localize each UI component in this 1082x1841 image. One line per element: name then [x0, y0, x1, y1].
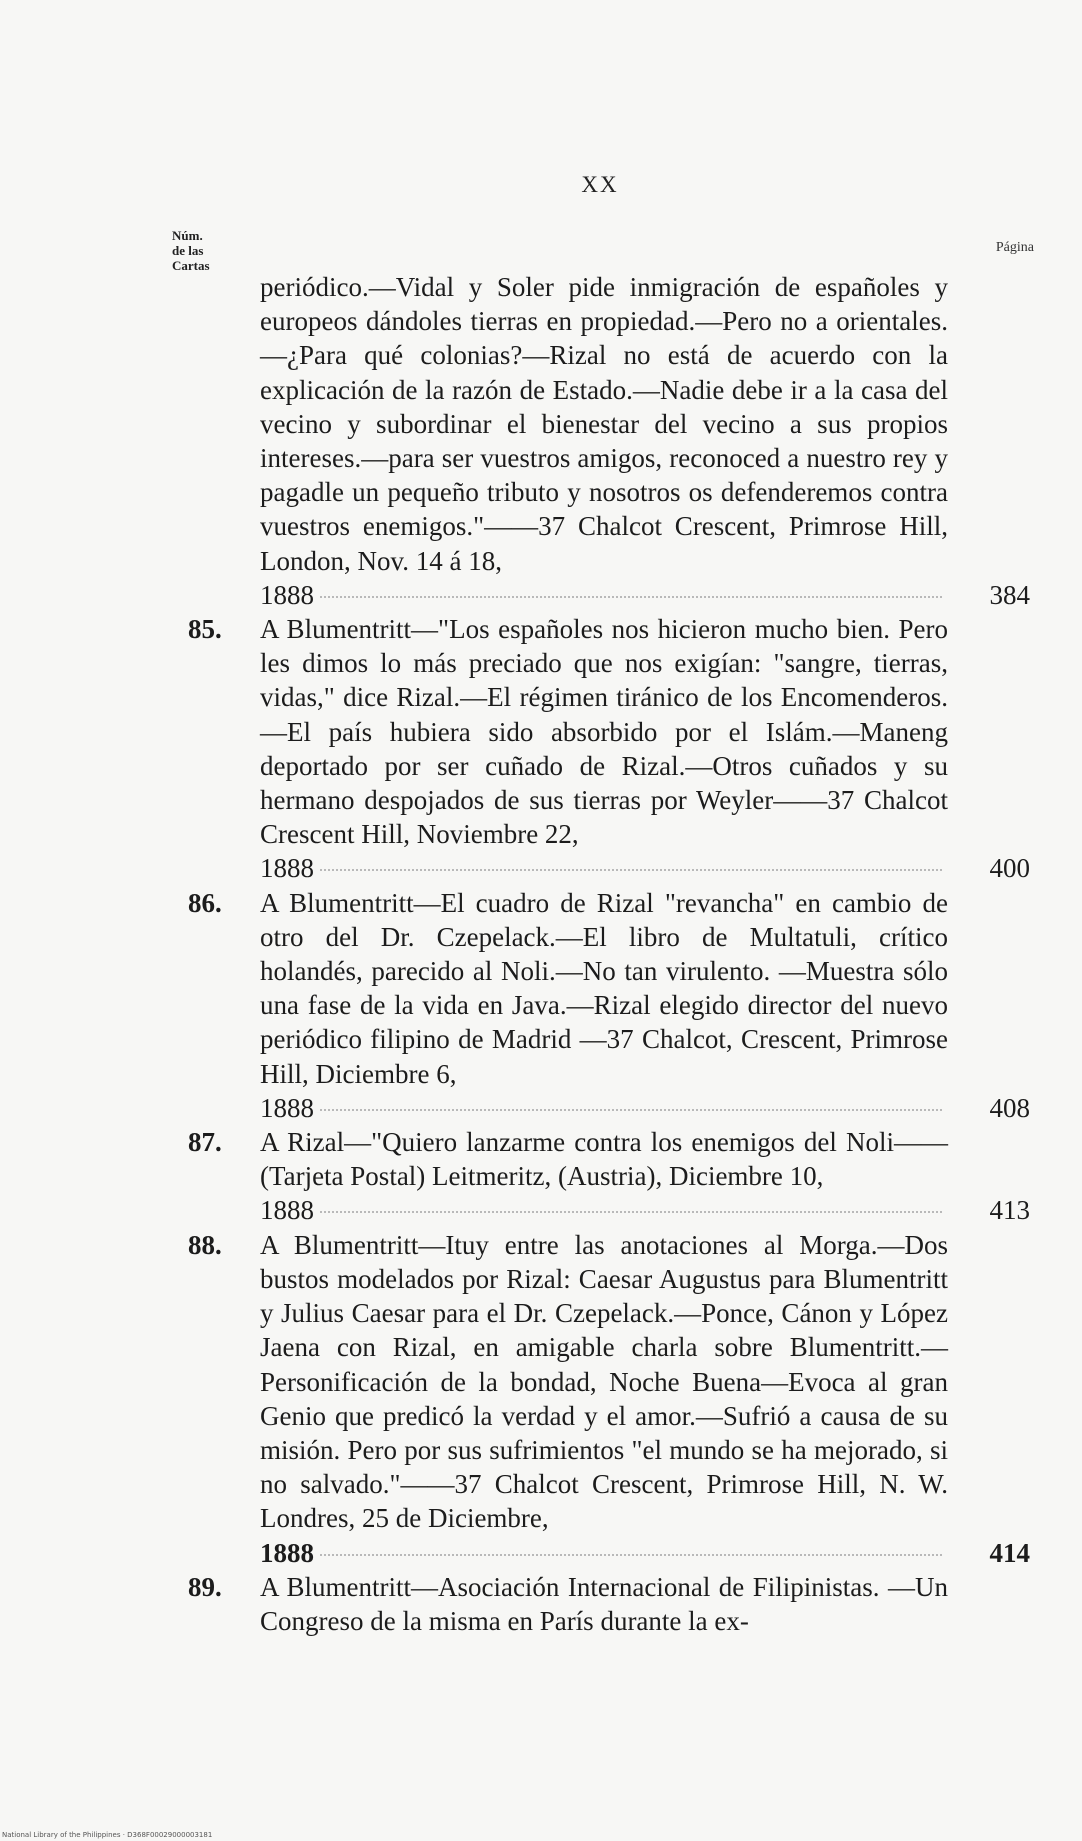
entry-page-number: 400: [989, 853, 1030, 884]
toc-entry: [188, 1228, 1030, 1570]
entry-number: 89.: [188, 1571, 222, 1602]
entry-page-number: 414: [989, 1537, 1030, 1568]
entry-page-number: 384: [989, 579, 1030, 610]
toc-entry: [188, 886, 1030, 1125]
entry-text: A Blumentritt—Asociación Internacional de Filipinistas. —Un Congreso de la misma en París durante la ex-: [260, 1571, 948, 1636]
dot-leader: [320, 869, 942, 871]
entry-page-number: 408: [989, 1092, 1030, 1123]
entry-text: A Blumentritt—Ituy entre las anotaciones al Morga.—Dos bustos modelados por Rizal: Caesar Augustus para Blumentritt y Julius Caesar para el Dr. Czepelack.—Ponce, Cánon y López Jaena con Rizal, en amigable charla sobre Blumentritt.—Personificación de la bondad, Noche Buena—Evoca al gran Genio que predicó la verdad y el amor.—Sufrió a causa de su misión. Pero por sus sufrimientos "el mundo se ha mejorado, si no salvado."——37 Chalcot Crescent, Primrose Hill, N. W. Londres, 25 de Diciembre,: [260, 1229, 948, 1534]
toc-entry: [188, 1570, 1030, 1638]
entry-text: A Blumentritt—"Los españoles nos hicieron mucho bien. Pero les dimos lo más preciado que nos exigían: "sangre, tierras, vidas," dice Rizal.—El régimen tiránico de los Encomenderos.—El país hubiera sido absorbido por el Islám.—Maneng deportado por ser cuñado de Rizal.—Otros cuñados y su hermano despojados de sus tierras por Weyler——37 Chalcot Crescent Hill, Noviembre 22,: [260, 614, 948, 850]
entry-last-line: [260, 1193, 948, 1227]
dot-leader: [320, 1211, 942, 1213]
dot-leader: [320, 1554, 942, 1556]
toc-entry: [188, 270, 1030, 612]
header-line-2: de las: [172, 243, 204, 258]
entry-year: 1888: [260, 1537, 314, 1568]
library-footer: National Library of the Philippines · D368F00029000003181: [2, 1831, 213, 1839]
header-line-3: Cartas: [172, 258, 210, 273]
column-header-letter-number: [172, 228, 210, 273]
entry-year: 1888: [260, 1092, 314, 1123]
entry-text: periódico.—Vidal y Soler pide inmigración de españoles y europeos dándoles tierras en propiedad.—Pero no a orientales.—¿Para qué colonias?—Rizal no está de acuerdo con la explicación de la razón de Estado.—Nadie debe ir a la casa del vecino y subordinar el bienestar del vecino a sus propios intereses.—para ser vuestros amigos, reconoced a nuestro rey y pagadle un pequeño tributo y nosotros os defenderemos contra vuestros enemigos."——37 Chalcot Crescent, Primrose Hill, London, Nov. 14 á 18,: [260, 272, 948, 576]
dot-leader: [320, 596, 942, 598]
entry-number: 85.: [188, 614, 222, 645]
toc-entry: [188, 612, 1030, 886]
entry-number: 86.: [188, 887, 222, 918]
dot-leader: [320, 1109, 942, 1111]
entry-last-line: [260, 578, 948, 612]
entry-number: 87.: [188, 1127, 222, 1158]
entry-year: 1888: [260, 579, 314, 610]
entry-number: 88.: [188, 1229, 222, 1260]
entry-last-line: [260, 1536, 948, 1570]
entry-year: 1888: [260, 1195, 314, 1226]
entry-page-number: 413: [989, 1195, 1030, 1226]
header-line-1: Núm.: [172, 228, 203, 243]
toc-entry: [188, 1125, 1030, 1228]
entry-text: A Blumentritt—El cuadro de Rizal "revancha" en cambio de otro del Dr. Czepelack.—El libro de Multatuli, crítico holandés, parecido al Noli.—No tan virulento. —Muestra sólo una fase de la vida en Java.—Rizal elegido director del nuevo periódico filipino de Madrid —37 Chalcot, Crescent, Primrose Hill, Diciembre 6,: [260, 887, 948, 1089]
entry-last-line: [260, 851, 948, 885]
table-of-contents: [188, 270, 1030, 1638]
entry-year: 1888: [260, 853, 314, 884]
column-header-page: Página: [995, 240, 1034, 255]
entry-text: A Rizal—"Quiero lanzarme contra los enemigos del Noli——(Tarjeta Postal) Leitmeritz, (Austria), Diciembre 10,: [260, 1127, 948, 1192]
page-number: XX: [581, 172, 619, 197]
entry-last-line: [260, 1091, 948, 1125]
